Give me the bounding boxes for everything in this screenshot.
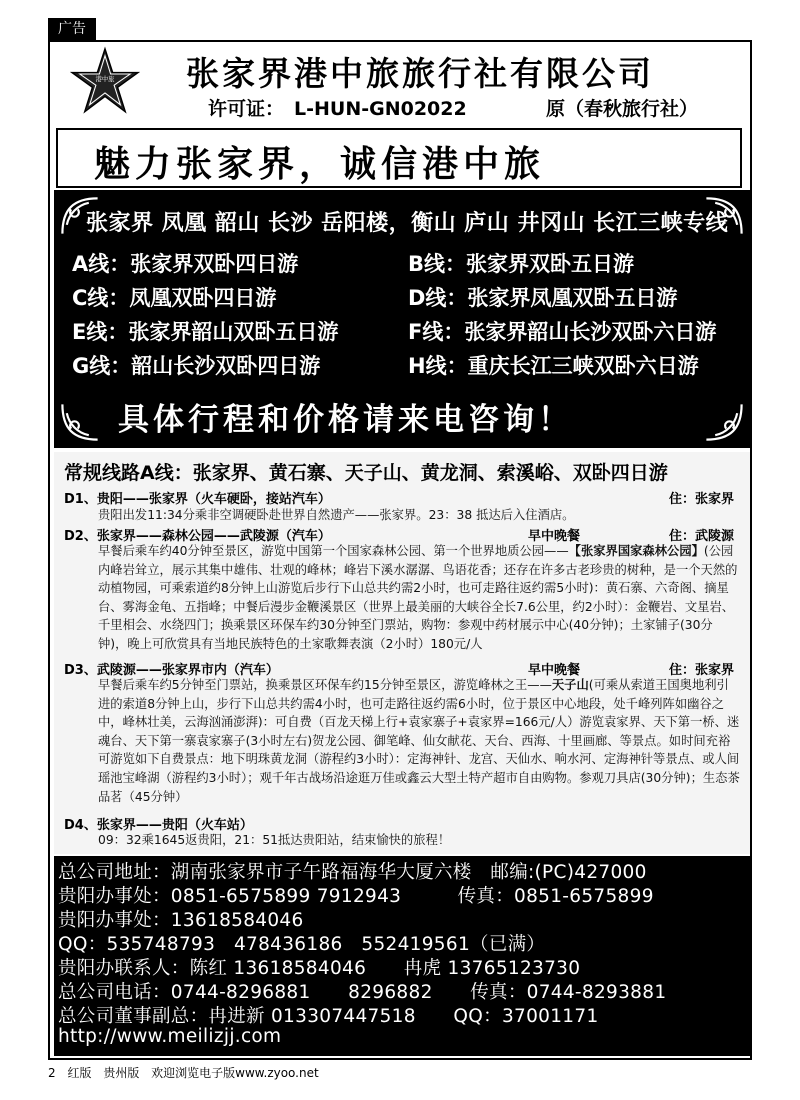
- license-number: L-HUN-GN02022: [294, 98, 467, 120]
- hq-phone: 总公司电话：0744-8296881 8296882 传真：0744-8293881: [58, 982, 667, 1003]
- qq-numbers: QQ：535748793 478436186 552419561（已满）: [58, 934, 546, 955]
- company-name: 张家界港中旅旅行社有限公司: [186, 54, 654, 93]
- consult-text: 具体行程和价格请来电咨询！: [118, 402, 573, 438]
- routes-banner: [54, 190, 750, 448]
- corner-ornament-icon: [58, 400, 102, 444]
- route-e: E线：张家界韶山双卧五日游: [72, 320, 339, 344]
- day2-meals: 早中晚餐: [528, 529, 581, 544]
- day1-stay: 住：张家界: [668, 492, 734, 507]
- day1-route: D1、贵阳——张家界（火车硬卧，接站汽车）: [64, 492, 331, 507]
- star-logo-icon: [70, 46, 140, 116]
- corner-ornament-icon: [702, 400, 746, 444]
- day2-text: 早餐后乘车约40分钟至景区，游览中国第一个国家森林公园、第一个世界地质公园——【张家界国家森林公园】(公园内峰岩耸立，展示其集中雄伟、壮观的峰林；峰岩下溪水潺潺、鸟语花香；还存在许多古老珍贵的树种，是一个天然的动植物园，可乘索道约8分钟上山游览后步行下山总共约需2小时，也可走路往返约需5小时)：黄石寨、六奇阁、摘星台、雾海金龟、五指峰；中餐后漫步金鞭溪景区（世界上最美丽的大峡谷全长7.6公里，约2小时）：金鞭岩、文星岩、千里相会、水绕四门；换乘景区环保车约30分钟至门票站，购物：参观中药材展示中心(40分钟)；土家铺子(30分钟)，晚上可欣赏具有当地民族特色的土家歌舞表演（2小时）180元/人: [98, 544, 738, 651]
- route-c: C线：凤凰双卧四日游: [72, 286, 277, 310]
- guiyang-contacts: 贵阳办联系人：陈红 13618584046 冉虎 13765123730: [58, 958, 581, 979]
- itinerary-section: [54, 452, 750, 854]
- day2-stay: 住：武陵源: [668, 529, 734, 544]
- hq-address: 总公司地址：湖南张家界市子午路福海华大厦六楼 邮编:(PC)427000: [58, 862, 647, 883]
- route-f: F线：张家界韶山长沙双卧六日游: [408, 320, 717, 344]
- route-g: G线：韶山长沙双卧四日游: [72, 354, 321, 378]
- route-h: H线：重庆长江三峡双卧六日游: [408, 354, 699, 378]
- itinerary-title: 常规线路A线：张家界、黄石寨、天子山、黄龙洞、索溪峪、双卧四日游: [64, 462, 668, 484]
- edition-label: 红版: [67, 1066, 92, 1080]
- website-link[interactable]: http://www.meilizjj.com: [58, 1026, 282, 1047]
- logo-text: 港中旅: [95, 76, 115, 83]
- day3-text: 早餐后乘车约5分钟至门票站，换乘景区环保车约15分钟至景区，游览峰林之王——天子山(可乘从索道王国奥地利引进的索道8分钟上山，步行下山总共约需4小时，也可走路往返约需6小时，位于景区中心地段，处千峰列阵如幽谷之中，峰林壮美，云海汹涌澎湃)：可自费（百龙天梯上行+袁家寨子+袁家界=166元/人）游览袁家界、天下第一桥、迷魂台、天下第一寨袁家寨子(3小时左右)贺龙公园、御笔峰、仙女献花、天台、西海、十里画廊、等景点。如时间充裕可游览如下自费景点：地下明珠黄龙洞（游程约3小时）：定海神针、龙宫、天仙水、响水河、定海神针等景点、或人间瑶池宝峰湖（游程约3小时）；观千年古战场沿途逛万佳或鑫云大型土特产超市自由购物。参观刀具店(30分钟)；生态茶品茗（45分钟）: [98, 678, 740, 804]
- footer-note: 欢迎浏览电子版www.zyoo.net: [151, 1066, 319, 1080]
- license-label: 许可证：: [208, 98, 285, 120]
- original-name: 原（春秋旅行社）: [546, 98, 699, 120]
- contact-section: [54, 856, 750, 1056]
- ad-tag: 广告: [48, 18, 96, 40]
- route-a: A线：张家界双卧四日游: [72, 252, 299, 276]
- company-header: [48, 40, 752, 122]
- vice-president: 总公司董事副总：冉进新 013307447518 QQ：37001171: [58, 1006, 599, 1027]
- day3-route: D3、武陵源——张家界市内（汽车）: [64, 663, 279, 678]
- day4-route: D4、张家界——贵阳（火车站）: [64, 818, 253, 833]
- route-b: B线：张家界双卧五日游: [408, 252, 635, 276]
- slogan: 魅力张家界，诚信港中旅: [94, 143, 546, 185]
- banner-title: 张家界 凤凰 韶山 长沙 岳阳楼，衡山 庐山 井冈山 长江三峡专线: [86, 211, 729, 236]
- route-d: D线：张家界凤凰双卧五日游: [408, 286, 678, 310]
- day3-meals: 早中晚餐: [528, 663, 581, 678]
- day1-text: 贵阳出发11:34分乘非空调硬卧赴世界自然遗产——张家界。23：38 抵达后入住酒店。: [98, 508, 575, 522]
- guiyang-office-phone: 贵阳办事处：0851-6575899 7912943 传真：0851-6575899: [58, 886, 654, 907]
- page-footer: [48, 1064, 327, 1081]
- slogan-box: [56, 128, 742, 188]
- region-label: 贵州版: [103, 1066, 140, 1080]
- guiyang-office-mobile: 贵阳办事处：13618584046: [58, 910, 304, 931]
- page-number: 2: [48, 1066, 56, 1080]
- day2-route: D2、张家界——森林公园——武陵源（汽车）: [64, 529, 331, 544]
- day4-text: 09：32乘1645返贵阳，21：51抵达贵阳站，结束愉快的旅程！: [98, 833, 451, 847]
- day3-stay: 住：张家界: [668, 663, 734, 678]
- license: [208, 94, 467, 121]
